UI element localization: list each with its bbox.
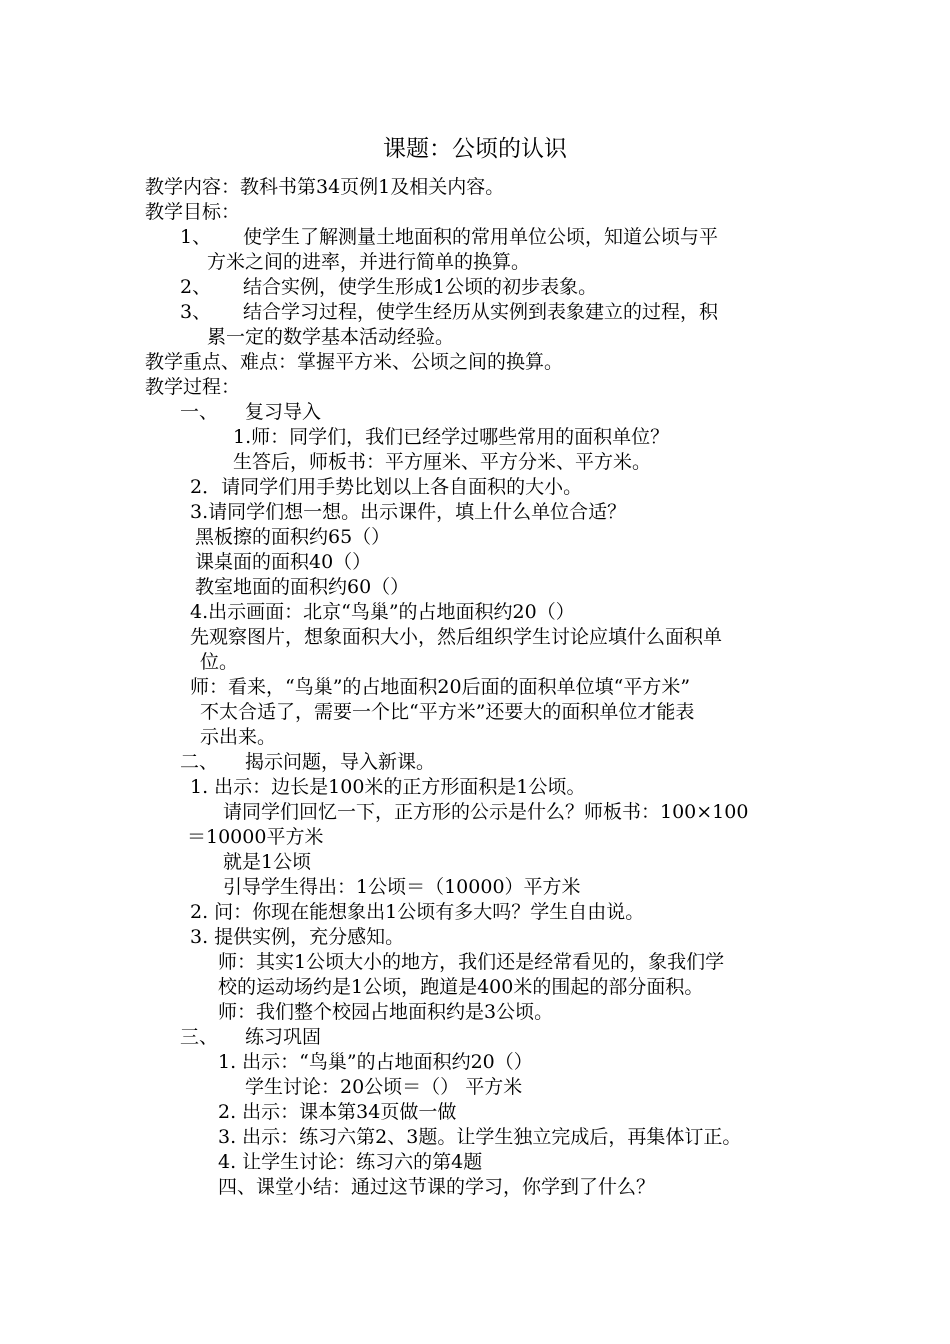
section-1-line: 先观察图片，想象面积大小，然后组织学生讨论应填什么面积单 — [190, 626, 723, 648]
section-2-line: 师：其实1公顷大小的地方，我们还是经常看见的，象我们学 — [218, 951, 725, 973]
section-1-line: 不太合适了，需要一个比“平方米”还要大的面积单位才能表 — [200, 701, 695, 723]
section-1-line: 黑板擦的面积约65（） — [195, 526, 391, 548]
goal-3-line-2: 累一定的数学基本活动经验。 — [207, 326, 455, 348]
section-2-line: 就是1公顷 — [223, 851, 312, 873]
key-points: 教学重点、难点：掌握平方米、公顷之间的换算。 — [145, 351, 564, 373]
section-2-line: ＝10000平方米 — [187, 826, 324, 848]
section-1-line: 位。 — [200, 651, 239, 673]
section-1-number: 一、 — [180, 401, 219, 423]
section-1-line: 生答后，师板书：平方厘米、平方分米、平方米。 — [233, 451, 652, 473]
section-2-line: 3. 提供实例，充分感知。 — [190, 926, 405, 948]
section-1-line: 3.请同学们想一想。出示课件，填上什么单位合适？ — [190, 501, 627, 523]
section-2-line: 引导学生得出：1公顷＝（10000）平方米 — [223, 876, 581, 898]
goal-1-line-1: 使学生了解测量土地面积的常用单位公顷，知道公顷与平 — [243, 226, 719, 248]
goal-1-number: 1、 — [180, 226, 212, 248]
goal-2-number: 2、 — [180, 276, 212, 298]
section-2-line: 1. 出示：边长是100米的正方形面积是1公顷。 — [190, 776, 586, 798]
section-1-heading: 复习导入 — [245, 401, 322, 423]
section-2-line: 2. 问：你现在能想象出1公顷有多大吗？学生自由说。 — [190, 901, 645, 923]
section-3-line: 4. 让学生讨论：练习六的第4题 — [218, 1151, 483, 1173]
page-title: 课题：公顷的认识 — [383, 136, 567, 162]
goal-1-line-2: 方米之间的进率，并进行简单的换算。 — [207, 251, 531, 273]
section-1-line: 示出来。 — [200, 726, 277, 748]
section-1-line: 1.师：同学们，我们已经学过哪些常用的面积单位？ — [233, 426, 670, 448]
section-3-line: 1. 出示：“鸟巢”的占地面积约20（） — [218, 1051, 533, 1073]
section-1-line: 2．请同学们用手势比划以上各自面积的大小。 — [190, 476, 583, 498]
goal-3-line-1: 结合学习过程，使学生经历从实例到表象建立的过程，积 — [243, 301, 719, 323]
section-1-line: 师：看来，“鸟巢”的占地面积20后面的面积单位填“平方米” — [190, 676, 691, 698]
process-heading: 教学过程： — [145, 376, 241, 398]
goal-2-line-1: 结合实例，使学生形成1公顷的初步表象。 — [243, 276, 598, 298]
section-1-line: 4.出示画面：北京“鸟巢”的占地面积约20（） — [190, 601, 575, 623]
section-1-line: 课桌面的面积40（） — [195, 551, 372, 573]
section-3-line: 2. 出示：课本第34页做一做 — [218, 1101, 457, 1123]
section-2-heading: 揭示问题，导入新课。 — [245, 751, 436, 773]
section-2-number: 二、 — [180, 751, 219, 773]
section-3-line: 学生讨论：20公顷＝（） 平方米 — [245, 1076, 523, 1098]
lesson-summary: 四、课堂小结：通过这节课的学习，你学到了什么？ — [218, 1176, 656, 1198]
section-2-line: 校的运动场约是1公顷，跑道是400米的围起的部分面积。 — [218, 976, 704, 998]
section-3-line: 3. 出示：练习六第2、3题。让学生独立完成后，再集体订正。 — [218, 1126, 742, 1148]
section-1-line: 教室地面的面积约60（） — [195, 576, 410, 598]
goal-3-number: 3、 — [180, 301, 212, 323]
section-3-number: 三、 — [180, 1026, 219, 1048]
section-2-line: 请同学们回忆一下，正方形的公示是什么？师板书：100×100 — [223, 801, 749, 823]
section-3-heading: 练习巩固 — [245, 1026, 322, 1048]
goals-heading: 教学目标： — [145, 201, 241, 223]
teaching-content: 教学内容：教科书第34页例1及相关内容。 — [145, 176, 505, 198]
section-2-line: 师：我们整个校园占地面积约是3公顷。 — [218, 1001, 554, 1023]
